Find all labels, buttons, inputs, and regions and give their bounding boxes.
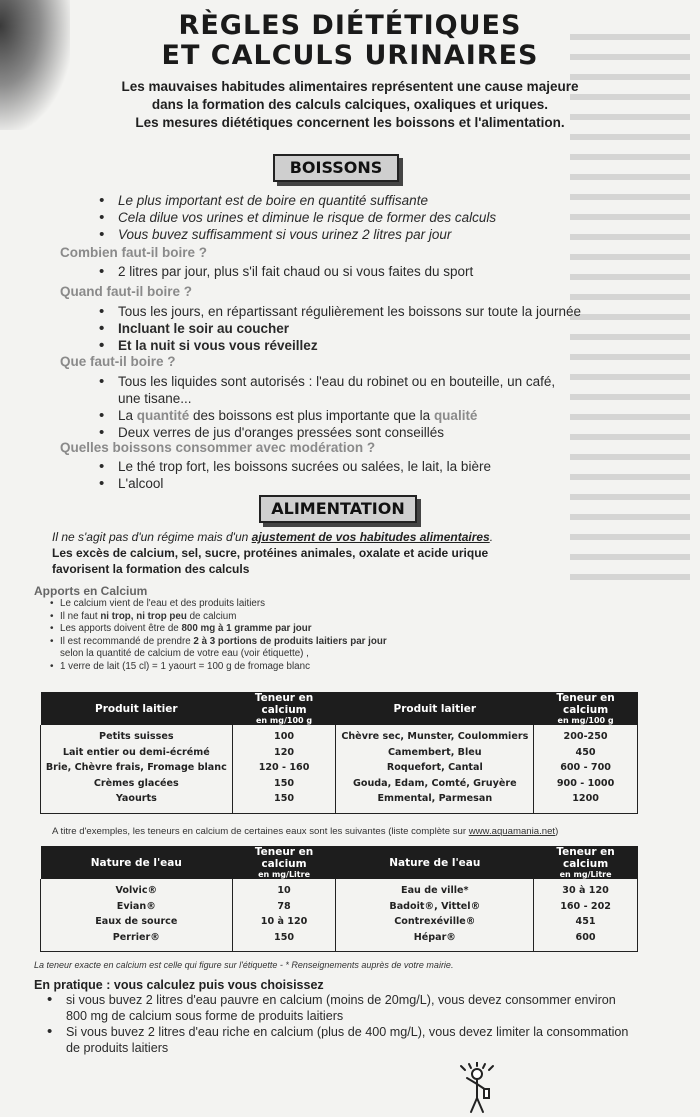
table-row: Volvic® 10 Eau de ville* 30 à 120 — [41, 879, 638, 899]
table-row: Evian® 78 Badoit®, Vittel® 160 - 202 — [41, 899, 638, 915]
alimentation-intro-3: favorisent la formation des calculs — [52, 562, 250, 576]
aquamania-link[interactable]: www.aquamania.net — [468, 826, 556, 837]
water-col-calcium: Teneur en calcium en mg/Litre — [232, 846, 336, 879]
dairy-col-calcium: Teneur en calcium en mg/100 g — [232, 692, 336, 725]
dairy-calcium-table — [40, 692, 638, 814]
table-row: Yaourts 150 Emmental, Parmesan 1200 — [41, 791, 638, 813]
table-row: Brie, Chèvre frais, Fromage blanc 120 - 160 Roquefort, Cantal 600 - 700 — [41, 760, 638, 776]
question-combien: Combien faut-il boire ? — [60, 245, 207, 260]
list-item: • Si vous buvez 2 litres d'eau riche en calcium (plus de 400 mg/L), vous devez limiter la consommation de produits laitiers — [44, 1024, 694, 1056]
list-item: • Il ne faut ni trop, ni trop peu de calcium — [50, 611, 470, 624]
list-item: • Vous buvez suffisamment si vous urinez 2 litres par jour — [96, 226, 636, 243]
que-list — [96, 373, 566, 441]
boissons-intro-list — [96, 192, 636, 243]
combien-list — [96, 263, 656, 280]
alimentation-intro-2: Les excès de calcium, sel, sucre, protéines animales, oxalate et acide urique — [52, 546, 489, 560]
list-item: • 2 litres par jour, plus s'il fait chaud ou si vous faites du sport — [96, 263, 656, 280]
apports-list — [50, 598, 470, 673]
list-item: • Incluant le soir au coucher — [96, 320, 676, 337]
person-drinking-icon — [455, 1062, 499, 1114]
table-row: Lait entier ou demi-écrémé 120 Camembert, Bleu 450 — [41, 745, 638, 761]
list-item: • Le thé trop fort, les boissons sucrées ou salées, le lait, la bière — [96, 458, 656, 475]
list-item: • Cela dilue vos urines et diminue le risque de former des calculs — [96, 209, 636, 226]
alimentation-intro: Il ne s'agit pas d'un régime mais d'un ajustement de vos habitudes alimentaires. — [52, 530, 494, 544]
list-item: • si vous buvez 2 litres d'eau pauvre en calcium (moins de 20mg/L), vous devez consommer environ 800 mg de calcium sous forme de produits laitiers — [44, 992, 694, 1024]
list-item: • Tous les jours, en répartissant régulièrement les boissons sur toute la journée — [96, 303, 676, 320]
dairy-col-product-2: Produit laitier — [336, 692, 534, 725]
question-quand: Quand faut-il boire ? — [60, 284, 192, 299]
list-item: • Tous les liquides sont autorisés : l'eau du robinet ou en bouteille, un café, une tisane... — [96, 373, 566, 407]
apports-title: Apports en Calcium — [34, 584, 148, 598]
dairy-col-calcium-2: Teneur en calcium en mg/100 g — [534, 692, 638, 725]
pratique-title: En pratique : vous calculez puis vous choisissez — [34, 978, 324, 992]
intro-text: Les mauvaises habitudes alimentaires représentent une cause majeure dans la formation des calculs calciques, oxaliques et uriques. Les mesures diététiques concernent les boissons et l'alimentation. — [121, 79, 579, 130]
question-que: Que faut-il boire ? — [60, 354, 176, 369]
water-col-calcium-2: Teneur en calcium en mg/Litre — [534, 846, 638, 879]
table-row: Perrier® 150 Hépar® 600 — [41, 930, 638, 952]
pratique-list — [44, 992, 694, 1056]
list-item: • Le plus important est de boire en quantité suffisante — [96, 192, 636, 209]
list-item: • Deux verres de jus d'oranges pressées sont conseillés — [96, 424, 566, 441]
list-item: • Il est recommandé de prendre 2 à 3 portions de produits laitiers par jour selon la quantité de calcium de votre eau (voir étiquette) , — [50, 636, 470, 661]
list-item: • La quantité des boissons est plus importante que la qualité — [96, 407, 566, 424]
list-item: • Et la nuit si vous vous réveillez — [96, 337, 676, 354]
quand-list — [96, 303, 676, 354]
water-col-nature-2: Nature de l'eau — [336, 846, 534, 879]
alimentation-header: ALIMENTATION — [259, 495, 417, 523]
water-col-nature: Nature de l'eau — [41, 846, 233, 879]
page-title-line1: RÈGLES DIÉTÉTIQUES — [178, 10, 522, 41]
moderation-list — [96, 458, 656, 492]
table-row: Eaux de source 10 à 120 Contrexéville® 451 — [41, 914, 638, 930]
table-row: Crèmes glacées 150 Gouda, Edam, Comté, Gruyère 900 - 1000 — [41, 776, 638, 792]
page-title-line2: ET CALCULS URINAIRES — [161, 40, 539, 71]
question-moderation: Quelles boissons consommer avec modération ? — [60, 440, 376, 455]
list-item: • Le calcium vient de l'eau et des produits laitiers — [50, 598, 470, 611]
boissons-header: BOISSONS — [273, 154, 399, 182]
list-item: • Les apports doivent être de 800 mg à 1 gramme par jour — [50, 623, 470, 636]
list-item: • 1 verre de lait (15 cl) = 1 yaourt = 100 g de fromage blanc — [50, 661, 470, 674]
footnote: La teneur exacte en calcium est celle qui figure sur l'étiquette - * Renseignements auprès de votre mairie. — [34, 960, 454, 970]
dairy-col-product: Produit laitier — [41, 692, 233, 725]
water-calcium-table — [40, 846, 638, 952]
list-item: • L'alcool — [96, 475, 656, 492]
table-row: Petits suisses 100 Chèvre sec, Munster, Coulommiers 200-250 — [41, 725, 638, 745]
water-note: A titre d'exemples, les teneurs en calcium de certaines eaux sont les suivantes (liste complète sur www.aquamania.net) — [52, 826, 559, 837]
